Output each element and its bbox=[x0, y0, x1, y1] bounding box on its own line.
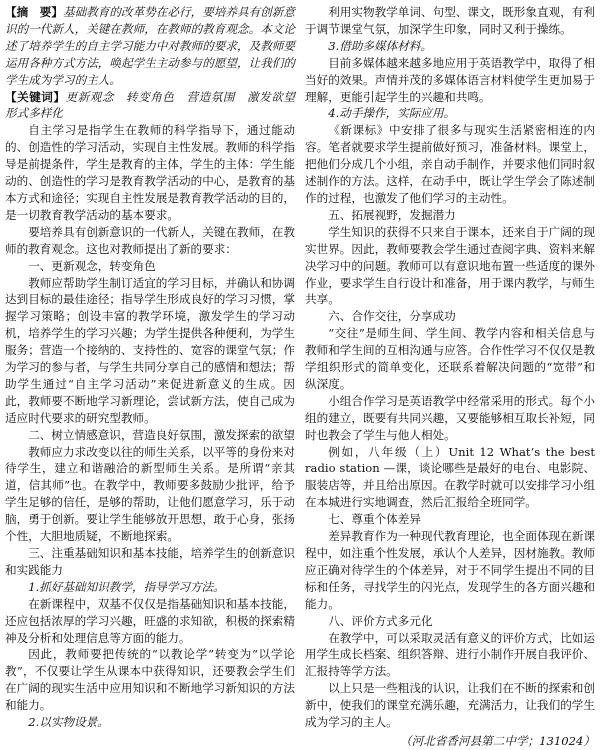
keywords-label: 【关键词】 bbox=[5, 89, 66, 104]
paragraph: 教师应力求改变以往的师生关系，以平等的身份来对待学生，建立和谐融洽的新型师生关系。是所谓“亲其道，信其师”也。在教学中，教师要多鼓励少批评，给予学生足够的信任，是够的帮助，让他们愿意学习，乐于动脑，勇于创新。要让学生能够放开思想，敢于心身，张扬个性，大胆地质疑，不断地探索。 bbox=[5, 444, 295, 544]
left-column bbox=[5, 4, 307, 730]
paragraph: 以上只是一些粗浅的认识，让我们在不断的探索和创新中，使我们的课堂充满乐趣，充满活力，让我们的学生成为学习的主人。 bbox=[305, 681, 595, 730]
section-heading: 七、尊重个体差异 bbox=[328, 512, 421, 527]
author-affiliation: （河北省香河县第二中学；131024） bbox=[400, 733, 595, 748]
paragraph: 自主学习是指学生在教师的科学指导下，通过能动的、创造性的学习活动，实现自主性发展。教师的科学指导是前提条件，学生是教育的主体，学生的主体：学生能动的、创造性的学习是教育教学活动的中心，是教育的基本方式和途径；实现自主性发展是教育教学活动的目的，是一切教育教学活动的基本要求。 bbox=[5, 123, 295, 222]
paragraph: 在新课程中，双基不仅仅是指基础知识和基本技能，还应包括浓厚的学习兴趣，旺盛的求知欲，积极的探索精神及分析和处理信息等方面的能力。 bbox=[5, 596, 295, 645]
keywords-text: 更新观念 转变角色 营造氛围 激发欲望 形式多样化 bbox=[5, 89, 307, 121]
paragraph: 利用实物教学单词、句型、课文，既形象直观，有利于调节课堂气氛，加深学生印象，同时又利于操练。 bbox=[305, 5, 595, 36]
keywords bbox=[5, 89, 307, 123]
section-heading: 五、拓展视野，发掘潜力 bbox=[328, 207, 456, 222]
abstract-text: 基础教育的改革势在必行，要培养具有创新意识的一代新人，关键在教师，在教师的教育观念。本文论述了培养学生的自主学习能力中对教师的要求，及教师要运用各种方式方法，唤起学生主动参与的愿望，让我们的学生成为学习的主人。 bbox=[5, 5, 295, 87]
paragraph: 2.以实物设景。 bbox=[28, 715, 109, 730]
paragraph: 3.借助多媒体材料。 bbox=[328, 38, 432, 53]
paragraph: 目前多媒体越来越多地应用于英语教学中，取得了相当好的效果。声情并茂的多媒体语言材料使学生更加易于理解，更能引起学生的兴趣和共鸣。 bbox=[305, 55, 595, 104]
paragraph: 1.抓好基础知识教学，指导学习方法。 bbox=[28, 579, 225, 594]
paragraph: 教师应帮助学生制订适宜的学习目标，并确认和协调达到目标的最佳途径；指导学生形成良好的学习习惯，掌握学习策略；创设丰富的教学环境，激发学生的学习动机，培养学生的学习兴趣；为学生提供各种便利，为学生服务；营造一个接纳的、支持性的、宽容的课堂气氛；作为学习的参与者，与学生共同分享自己的感情和想法；帮助学生通过“自主学习活动”来促进新意义的生成。因此，教师要不断地学习新理论，尝试新方法，使自己成为适应时代要求的研究型教师。 bbox=[5, 275, 295, 425]
section-heading: 一、更新观念，转变角色 bbox=[28, 258, 156, 273]
abstract-label: 【摘 要】 bbox=[5, 5, 63, 19]
paragraph: 4.动手操作，实际应用。 bbox=[328, 106, 456, 121]
right-column bbox=[305, 4, 595, 748]
paragraph: 学生知识的获得不只来自于课本，还来自于广阔的现实世界。因此，教师要教会学生通过查阅字典、资料来解决学习中的问题。教师可以有意识地布置一些适度的课外作业，要求学生自行设计和准备，用于课内教学，与师生共享。 bbox=[305, 224, 595, 307]
section-heading: 二、树立情感意识，营造良好氛围，激发探索的欲望 bbox=[28, 427, 295, 442]
paragraph: 小组合作学习是英语教学中经常采用的形式。每个小组的建立，既要有共同兴趣，又要能够相互取长补短，同时也教会了学生与他人相处。 bbox=[305, 393, 595, 442]
paragraph: 因此，教师要把传统的“以教论学”转变为“以学论教”，不仅要让学生从课本中获得知识，还要教会学生们在广阔的现实生活中应用知识和不断地学习新知识的方法和能力。 bbox=[5, 647, 295, 713]
paragraph: 例如，八年级（上）Unit 12 What’s the best radio station —课，谈论哪些是最好的电台、电影院、服装店等，并且给出原因。在教学时就可以安排学习小组在本城进行实地调查，然后汇报给全班同学。 bbox=[305, 444, 595, 510]
paragraph: “交往”是师生间、学生间、教学内容和相关信息与教师和学生间的互相沟通与应答。合作性学习不仅仅是教学组织形式的简单变化，还联系着解决问题的“宽带”和纵深度。 bbox=[305, 326, 595, 391]
section-heading: 三、注重基础知识和基本技能，培养学生的创新意识和实践能力 bbox=[5, 546, 295, 577]
paragraph: 在教学中，可以采取灵活有意义的评价方式，比如运用学生成长档案、组织答辩、进行小制作开展自我评价、汇报持等学方法。 bbox=[305, 630, 595, 679]
section-heading: 六、合作交往，分享成功 bbox=[328, 309, 456, 324]
paragraph: 差异教育作为一种现代教育理论，也全面体现在新课程中，如注重个性发展，承认个人差异，因材施教。教师应正确对待学生的个体差异，对于不同学生提出不同的目标和任务，寻找学生的闪光点，发现学生的各方面兴趣和能力。 bbox=[305, 529, 595, 611]
section-heading: 八、评价方式多元化 bbox=[328, 613, 433, 628]
paragraph: 《新课标》中安排了很多与现实生活紧密相连的内容。笔者就要求学生提前做好预习，准备材料。课堂上，把他们分成几个小组，亲自动手制作，并要求他们同时叙述制作的方法。这样，在动手中，既让学生学会了陈述制作的过程，也激发了他们学习的主动性。 bbox=[305, 123, 595, 205]
abstract bbox=[5, 4, 295, 89]
paragraph: 要培养具有创新意识的一代新人，关键在教师，在教师的教育观念。这也对教师提出了新的要求： bbox=[5, 224, 295, 256]
